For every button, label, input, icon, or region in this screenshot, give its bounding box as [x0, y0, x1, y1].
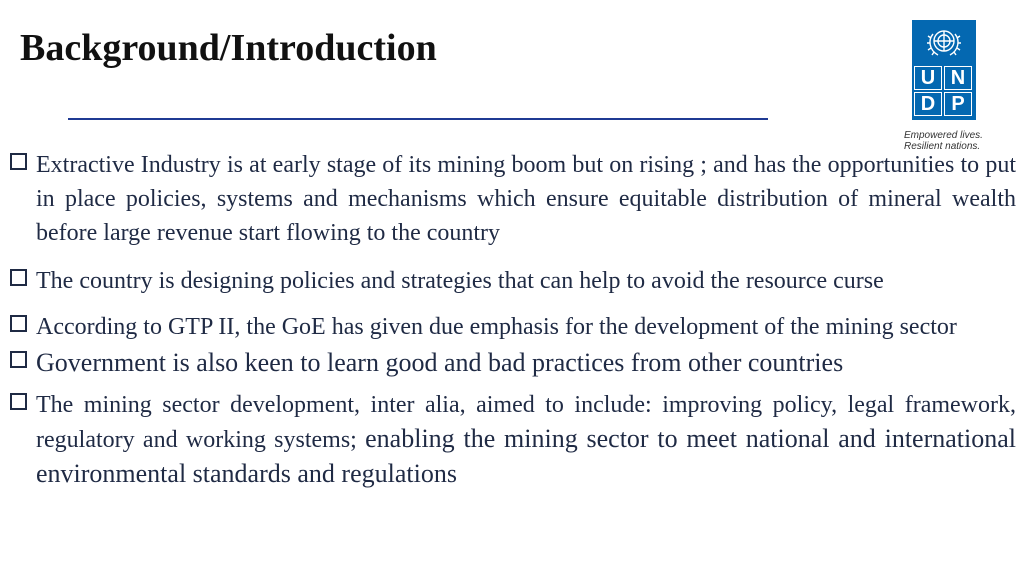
- un-emblem-icon: [914, 22, 974, 64]
- bullet-item: [10, 310, 1016, 344]
- bullet-text: According to GTP II, the GoE has given due emphasis for the development of the mining sector: [36, 314, 957, 340]
- logo-letter: U: [914, 66, 942, 90]
- bullet-item: [10, 148, 1016, 250]
- bullet-text: The country is designing policies and strategies that can help to avoid the resource curse: [36, 268, 884, 294]
- logo-letter: P: [944, 92, 972, 116]
- checkbox-bullet-icon: [10, 269, 27, 286]
- checkbox-bullet-icon: [10, 351, 27, 368]
- undp-logo-box: [912, 20, 976, 120]
- logo-letter: D: [914, 92, 942, 116]
- bullet-text-part2: enabling the mining sector to meet national and international environmental standards and regulations: [36, 424, 1016, 488]
- checkbox-bullet-icon: [10, 315, 27, 332]
- bullet-text-part1: The mining sector development, inter alia, aimed to include: improving policy, legal framework, regulatory and working systems;: [36, 392, 1016, 453]
- checkbox-bullet-icon: [10, 153, 27, 170]
- bullet-item: [10, 264, 1016, 298]
- tagline-line2: Resilient nations.: [904, 141, 981, 152]
- tagline-line1: Empowered lives.: [904, 130, 983, 141]
- logo-letter: N: [944, 66, 972, 90]
- checkbox-bullet-icon: [10, 393, 27, 410]
- bullet-text: Government is also keen to learn good and bad practices from other countries: [36, 348, 844, 377]
- bullet-item: [10, 346, 1016, 380]
- bullet-list: [10, 148, 1016, 492]
- undp-letters: [914, 66, 974, 116]
- bullet-item: [10, 388, 1016, 492]
- title-underline: [68, 118, 768, 120]
- slide-title: Background/Introduction: [20, 27, 437, 69]
- undp-logo: [904, 20, 992, 152]
- bullet-text: Extractive Industry is at early stage of its mining boom but on rising ; and has the opportunities to put in place policies, systems and mechanisms which ensure equitable distribution of mineral wealth before large revenue start flowing to the country: [36, 152, 1016, 246]
